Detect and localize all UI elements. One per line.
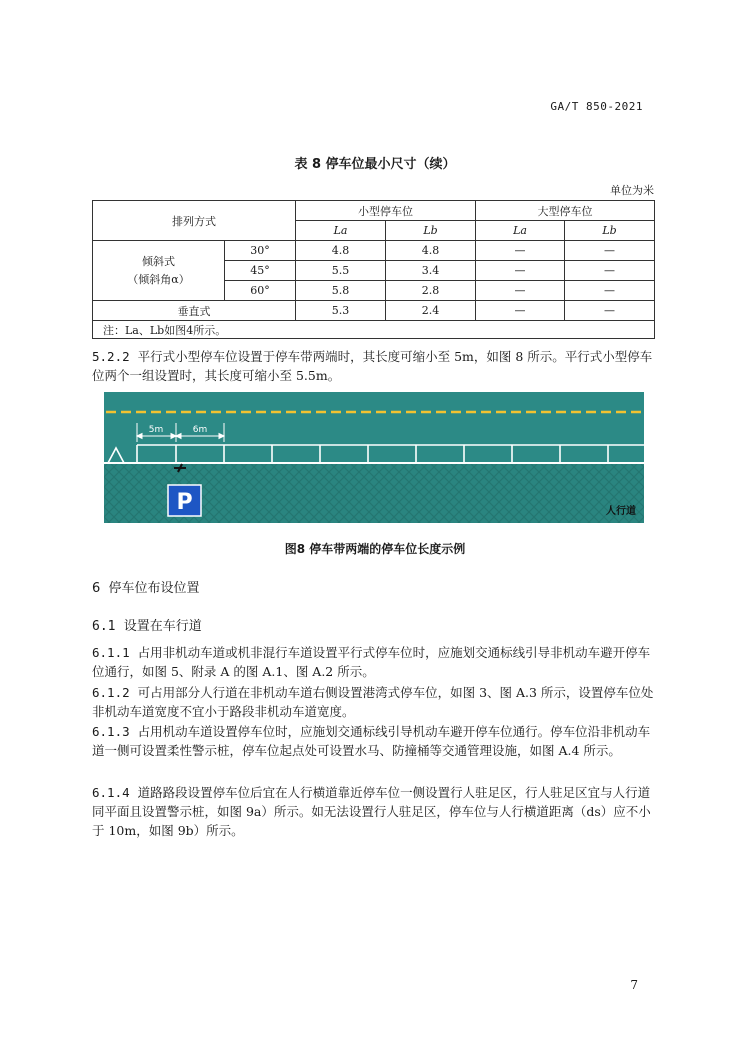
- clause-number: 6.1.1: [92, 645, 130, 660]
- header-small-la: La: [296, 221, 386, 241]
- value-cell: 4.8: [386, 241, 476, 261]
- value-cell: 2.8: [386, 281, 476, 301]
- angle-cell: 60°: [225, 281, 296, 301]
- perpendicular-label: 垂直式: [93, 301, 296, 321]
- section-title: 设置在车行道: [123, 619, 202, 634]
- oblique-label: 倾斜式: [142, 254, 175, 268]
- parking-size-table: [92, 200, 655, 339]
- clause-number: 6.1.2: [92, 685, 130, 700]
- value-cell: —: [476, 301, 565, 321]
- clause-text: 道路路段设置停车位后宜在人行横道靠近停车位一侧设置行人驻足区，行人驻足区宜与人行道同平面且设置警示桩，如图 9a）所示。如无法设置行人驻足区，停车位与人行横道距离（ds）应不小于 10m，如图 9b）所示。: [92, 785, 651, 838]
- para-6-1-2: [92, 683, 658, 721]
- value-cell: —: [476, 241, 565, 261]
- header-small-lb: Lb: [386, 221, 476, 241]
- header-large-lb: Lb: [565, 221, 655, 241]
- oblique-group-label: [93, 241, 225, 301]
- angle-cell: 45°: [225, 261, 296, 281]
- value-cell: 5.3: [296, 301, 386, 321]
- section-title: 停车位布设位置: [108, 581, 200, 596]
- dimension-6m-label: 6m: [192, 425, 208, 435]
- table-title: 表 8 停车位最小尺寸（续）: [294, 157, 456, 172]
- value-cell: —: [565, 261, 655, 281]
- value-cell: 4.8: [296, 241, 386, 261]
- oblique-angle-label: （倾斜角α）: [127, 272, 190, 286]
- value-cell: —: [565, 301, 655, 321]
- clause-number: 6.1.4: [92, 785, 130, 800]
- table-header-row: [93, 201, 655, 221]
- section-number: 6.1: [92, 619, 116, 634]
- value-cell: —: [565, 241, 655, 261]
- road-surface: [104, 392, 644, 464]
- header-small-space: 小型停车位: [296, 201, 476, 221]
- clause-text: 占用非机动车道或机非混行车道设置平行式停车位时，应施划交通标线引导非机动车避开停车位通行，如图 5、附录 A 的图 A.1、图 A.2 所示。: [92, 645, 651, 679]
- header-arrangement: 排列方式: [93, 201, 296, 241]
- table-row: [93, 241, 655, 261]
- sidewalk-label: 人行道: [606, 506, 636, 517]
- para-6-1-1: [92, 643, 658, 681]
- para-5-2-2: [92, 347, 658, 385]
- page-number: 7: [630, 978, 638, 992]
- dimension-5m-label: 5m: [148, 425, 164, 435]
- clause-number: 5.2.2: [92, 349, 130, 364]
- clause-text: 占用机动车道设置停车位时，应施划交通标线引导机动车避开停车位通行。停车位沿非机动车道一侧可设置柔性警示桩，停车位起点处可设置水马、防撞桶等交通管理设施，如图 A.4 所示。: [92, 724, 651, 758]
- parking-sign-letter: P: [176, 490, 193, 515]
- para-6-1-3: [92, 722, 658, 760]
- para-6-1-4: [92, 783, 658, 840]
- value-cell: —: [476, 261, 565, 281]
- clause-text: 平行式小型停车位设置于停车带两端时，其长度可缩小至 5m，如图 8 所示。平行式小型停车位两个一组设置时，其长度可缩小至 5.5m。: [92, 349, 653, 383]
- value-cell: —: [565, 281, 655, 301]
- value-cell: 5.5: [296, 261, 386, 281]
- table-note-row: [93, 321, 655, 339]
- section-6-1-heading: [92, 615, 202, 634]
- angle-cell: 30°: [225, 241, 296, 261]
- unit-label: 单位为米: [610, 184, 654, 197]
- header-large-la: La: [476, 221, 565, 241]
- header-large-space: 大型停车位: [476, 201, 655, 221]
- clause-number: 6.1.3: [92, 724, 130, 739]
- figure-8-diagram: [104, 392, 644, 523]
- clause-text: 可占用部分人行道在非机动车道右侧设置港湾式停车位，如图 3、图 A.3 所示，设置停车位处非机动车道宽度不宜小于路段非机动车道宽度。: [92, 685, 654, 719]
- table-row: [93, 301, 655, 321]
- value-cell: 2.4: [386, 301, 476, 321]
- value-cell: —: [476, 281, 565, 301]
- figure-caption: 图8 停车带两端的停车位长度示例: [284, 542, 466, 556]
- section-6-heading: [92, 577, 200, 596]
- standard-code: GA/T 850-2021: [550, 100, 643, 113]
- section-number: 6: [92, 581, 101, 596]
- value-cell: 3.4: [386, 261, 476, 281]
- value-cell: 5.8: [296, 281, 386, 301]
- table-note: 注：La、Lb如图4所示。: [93, 321, 655, 339]
